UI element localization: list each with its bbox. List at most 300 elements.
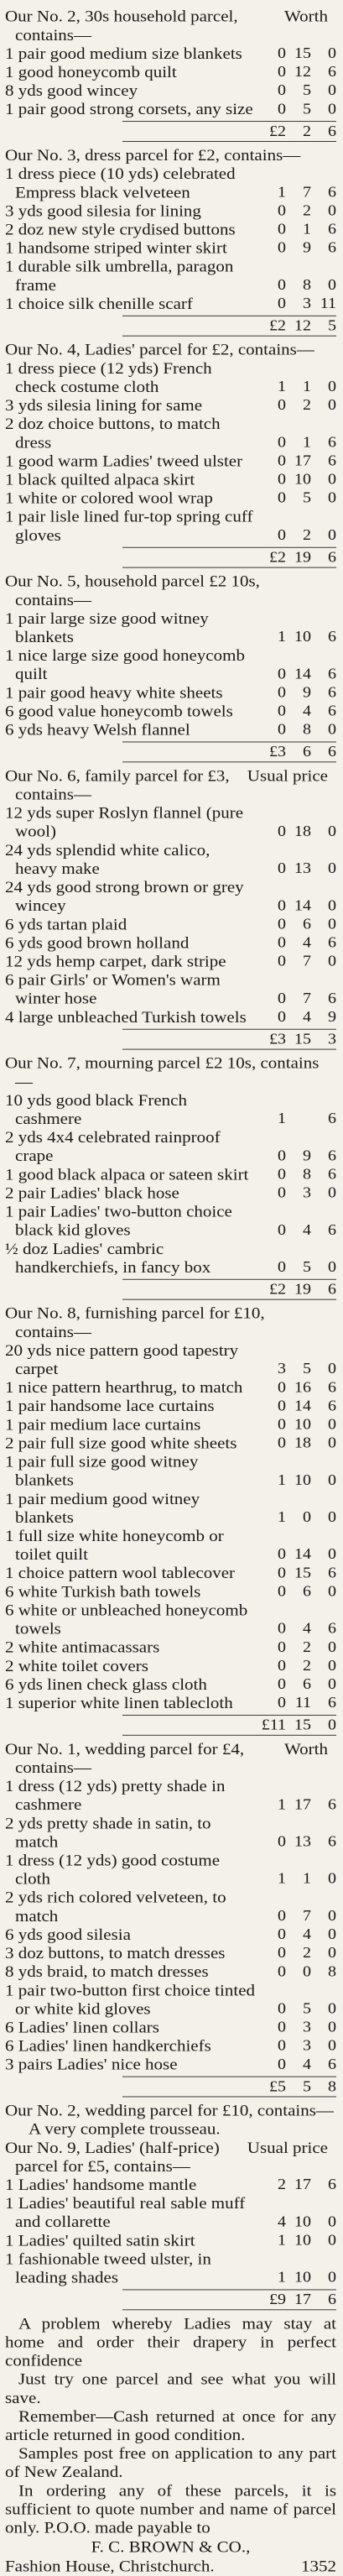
price-shillings: 3 [303,295,311,312]
price-shillings: 9 [303,239,311,257]
price-pounds: 1 [278,2232,286,2249]
item-price [256,1397,336,1415]
total-shillings: 15 [294,1031,311,1048]
total-shillings: 15 [294,1716,311,1734]
item-description: 1 pair Ladies' two-button choice black kid gloves [5,1202,232,1240]
parcel-title: Our No. 6, family parcel for £3, contains— [5,766,230,803]
parcel-item [5,359,336,396]
item-price [256,2000,336,2019]
price-shillings: 2 [303,1657,311,1675]
price-pence: 0 [328,1675,336,1693]
item-price [256,1620,336,1638]
parcel-section [5,8,336,142]
item-description: 1 nice pattern hearthrug, to match [5,1378,243,1397]
price-pounds: 0 [278,2019,286,2036]
price-pence: 0 [328,397,336,414]
price-shillings: 5 [303,1361,311,1377]
item-price [256,1434,336,1453]
price-pounds: 0 [278,1963,286,1980]
price-shillings: 4 [303,1620,311,1638]
item-description: 3 doz buttons, to match dresses [5,1944,226,1962]
item-price [256,1360,336,1378]
item-price [256,915,336,933]
parcel-heading [5,572,336,609]
total-shillings: 19 [294,1281,311,1298]
price-shillings: 4 [303,1926,311,1943]
price-shillings: 2 [303,1638,311,1656]
price-pounds: 1 [278,1508,286,1526]
price-pounds: 0 [278,916,286,933]
item-description: 1 pair medium lace curtains [5,1415,201,1434]
price-pence: 0 [328,471,336,489]
price-shillings: 10 [294,2269,311,2286]
price-pounds: 0 [278,1398,286,1414]
price-pounds: 0 [278,703,286,719]
item-price [256,489,336,508]
parcel-heading [5,767,336,804]
price-shillings: 7 [303,1907,311,1925]
parcel-item [5,258,336,295]
item-description: 1 pair large size good witney blankets [5,609,209,646]
item-description: 2 white toilet covers [5,1656,148,1675]
item-price [256,934,336,953]
price-shillings: 4 [303,2056,311,2073]
item-price [256,1944,336,1962]
parcel-title: Our No. 5, household parcel £2 10s, contains— [5,572,260,609]
price-pounds: 0 [278,397,286,414]
price-pounds: 0 [278,823,286,840]
total-pence: 3 [328,1031,336,1048]
price-pounds: 1 [278,1110,286,1127]
price-shillings: 1 [303,379,311,395]
price-shillings: 7 [303,990,311,1007]
price-pence: 0 [328,2000,336,2017]
price-pence: 0 [328,379,336,395]
price-pence: 0 [328,101,336,118]
item-description: 1 dress piece (12 yds) French check costume cloth [5,359,212,396]
price-pence: 11 [320,295,336,312]
item-description: 1 superior white linen tablecloth [5,1694,233,1712]
price-pence: 0 [328,1508,336,1526]
price-shillings: 8 [303,1166,311,1183]
parcel-item [5,1397,336,1415]
parcel-title: Our No. 1, wedding parcel for £4, contains— [5,1740,245,1777]
parcel-item [5,1240,336,1277]
parcel-item [5,295,336,313]
price-pounds: 0 [278,684,286,701]
item-description: 12 yds super Roslyn flannel (pure wool) [5,803,244,841]
parcel-item [5,971,336,1008]
parcel-item [5,1490,336,1527]
worth-label: Usual price [247,2138,328,2157]
price-shillings: 14 [294,1546,311,1563]
price-pounds: 0 [278,897,286,914]
parcel-item [5,804,336,841]
item-description: 6 white or unbleached honeycomb towels [5,1601,248,1638]
parcel-heading [5,1054,336,1091]
item-price [256,990,336,1008]
item-price [256,2019,336,2037]
price-pounds: 0 [278,452,286,469]
price-pounds: 1 [278,1471,286,1489]
price-pence: 6 [328,1398,336,1414]
price-shillings: 18 [294,823,311,840]
price-pounds: 0 [278,221,286,238]
price-shillings: 2 [303,1945,311,1962]
price-shillings: 0 [303,1963,311,1980]
item-description: 6 Ladies' linen handkerchiefs [5,2036,211,2056]
price-shillings: 5 [303,101,311,118]
parcel-heading [5,146,336,165]
item-description: 2 yds 4x4 celebrated rainproof crape [5,1128,221,1165]
price-shillings: 2 [303,526,311,544]
price-shillings: 10 [294,471,311,489]
parcel-item [5,2056,336,2074]
parcel-item [5,63,336,81]
item-price [256,1564,336,1582]
item-price [256,1378,336,1397]
parcel-heading [5,1304,336,1341]
price-pence: 0 [328,489,336,507]
item-price [256,1221,336,1240]
total-pounds: £11 [261,1716,286,1734]
parcel-title: Our No. 3, dress parcel for £2, contains— [5,146,301,165]
parcel-item [5,1777,336,1814]
item-price [256,2213,336,2231]
price-pence: 0 [328,897,336,914]
parcel-heading [5,8,336,44]
total-shillings: 5 [303,2078,311,2095]
price-shillings: 13 [294,860,311,877]
item-price [256,860,336,878]
price-shillings: 15 [294,1565,311,1581]
total-pence: 6 [328,1281,336,1298]
price-shillings: 3 [303,2037,311,2055]
parcel-total [122,1029,336,1050]
price-pounds: 1 [278,1870,286,1888]
price-pence: 6 [328,1565,336,1581]
parcel-item [5,1852,336,1889]
price-shillings: 6 [303,916,311,933]
total-pounds: £3 [269,744,286,760]
price-pence: 0 [328,721,336,739]
price-pence: 8 [328,1963,336,1980]
parcel-total [122,1715,336,1736]
total-pounds: £3 [269,1031,286,1048]
closing-paragraph: A problem whereby Ladies may stay at home and order their drapery in perfect confidence [5,2314,336,2370]
price-pounds: 1 [278,2269,286,2286]
total-pence: 6 [328,2291,336,2308]
price-pounds: 0 [278,1546,286,1563]
price-pounds: 0 [278,1166,286,1183]
price-pounds: 0 [278,239,286,257]
price-shillings: 2 [303,397,311,414]
total-pounds: £2 [269,317,286,334]
company-name: F. C. BROWN & CO., [91,2537,251,2556]
price-pence: 6 [328,1221,336,1239]
price-pence: 6 [328,629,336,645]
parcel-title: Our No. 9, Ladies' (half-price) parcel for £5, contains— [5,2138,220,2176]
parcel-section [5,146,336,336]
price-pounds: 0 [278,1221,286,1239]
item-price [256,1833,336,1852]
parcel-item [5,221,336,239]
item-price [256,221,336,239]
parcel-title: Our No. 2, wedding parcel for £10, contains— [5,2101,334,2119]
price-pounds: 0 [278,434,286,451]
parcel-item [5,202,336,221]
price-pounds: 1 [278,629,286,645]
price-shillings: 8 [303,276,311,294]
price-pounds: 0 [278,1695,286,1711]
price-pence: 0 [328,823,336,840]
price-pence: 0 [328,953,336,970]
item-description: 6 pair Girls' or Women's warm winter hose [5,970,221,1008]
closing-paragraph: Remember—Cash returned at once for any article returned in good condition. [5,2407,336,2444]
parcel-item [5,2232,336,2250]
item-price [256,81,336,100]
price-pounds: 0 [278,1258,286,1276]
price-pence: 6 [328,666,336,682]
parcel-heading [5,2102,336,2120]
total-pounds: £2 [269,1281,286,1298]
price-pounds: 0 [278,295,286,312]
parcel-item [5,1694,336,1712]
item-description: 20 yds nice pattern good tapestry carpet [5,1341,239,1378]
item-price [256,1907,336,1925]
company-address: Fashion House, Christchurch. [5,2557,215,2575]
item-description: 6 good value honeycomb towels [5,702,233,720]
item-description: 1 pair good heavy white sheets [5,683,223,702]
item-price [256,684,336,703]
price-pounds: 0 [278,1620,286,1638]
price-pounds: 0 [278,1379,286,1396]
item-price [256,1925,336,1944]
parcel-item [5,2037,336,2056]
item-description: 1 fashionable tweed ulster, in leading shades [5,2249,211,2286]
item-price [256,44,336,63]
parcel-item [5,1434,336,1453]
item-description: 6 yds heavy Welsh flannel [5,720,190,739]
parcel-item [5,1527,336,1564]
item-price [256,703,336,721]
item-price [256,1471,336,1490]
total-pence: 6 [328,549,336,566]
parcel-item [5,1203,336,1240]
parcel-section [5,572,336,762]
closing-paragraph: Just try one parcel and see what you will save. [5,2370,336,2407]
worth-label: Usual price [247,766,328,785]
price-pence: 0 [328,526,336,544]
price-shillings: 14 [294,897,311,914]
price-pounds: 0 [278,934,286,951]
price-pounds: 1 [278,379,286,395]
parcel-item [5,1675,336,1694]
price-shillings: 12 [294,64,311,81]
parcel-section [5,1740,336,2097]
item-price [256,1184,336,1203]
item-price [256,953,336,971]
parcel-item [5,684,336,703]
price-shillings: 10 [294,2213,311,2230]
price-pounds: 0 [278,1945,286,1962]
item-description: 24 yds good strong brown or grey wincey [5,878,244,915]
price-pounds: 0 [278,666,286,682]
price-pence: 6 [328,221,336,238]
parcel-item [5,1657,336,1675]
item-price [256,276,336,295]
price-pence: 0 [328,2037,336,2055]
parcel-total [122,742,336,763]
price-pence: 6 [328,64,336,81]
price-shillings: 9 [303,684,311,701]
price-pounds: 0 [278,1147,286,1164]
item-description: 1 handsome striped winter skirt [5,238,227,258]
price-pounds: 2 [278,2176,286,2193]
price-pence: 6 [328,2176,336,2193]
price-pounds: 1 [278,1796,286,1813]
item-description: 1 pair two-button first choice tinted or white kid gloves [5,1981,256,2018]
parcel-subline: A very complete trousseau. [29,2119,221,2139]
price-pence: 6 [328,1110,336,1127]
price-shillings: 11 [294,1695,311,1711]
price-shillings: 3 [303,2019,311,2036]
item-price [256,628,336,646]
item-price [256,721,336,739]
price-pence: 0 [328,1184,336,1201]
price-pence: 6 [328,684,336,701]
parcel-item [5,934,336,953]
parcel-item [5,703,336,721]
item-description: 6 Ladies' linen collars [5,2018,159,2036]
price-pence: 0 [328,2232,336,2249]
parcel-item [5,2019,336,2037]
parcel-section [5,1054,336,1300]
price-pence: 0 [328,1638,336,1656]
parcel-item [5,646,336,683]
price-shillings: 16 [294,1379,311,1396]
price-shillings: 3 [303,1184,311,1201]
parcel-heading [5,2139,336,2176]
item-description: 1 pair medium good witney blankets [5,1489,200,1527]
item-price [256,665,336,683]
price-shillings: 5 [303,489,311,507]
price-pence: 0 [328,2019,336,2036]
item-price [256,1110,336,1128]
closing-paragraph: In ordering any of these parcels, it is sufficient to quote number and name of parcel only. P.O.O. made payable to [5,2481,336,2537]
item-description: 2 doz new style crydised buttons [5,220,236,238]
price-pence: 6 [328,1796,336,1813]
parcel-item [5,239,336,258]
parcel-item [5,508,336,545]
price-pounds: 0 [278,1907,286,1925]
item-description: 1 durable silk umbrella, paragon frame [5,257,234,295]
price-pounds: 0 [278,82,286,99]
item-price [256,1583,336,1602]
price-pounds: 0 [278,1583,286,1600]
item-description: 1 pair full size good witney blankets [5,1452,199,1490]
price-pounds: 0 [278,101,286,118]
item-description: 1 full size white honeycomb or toilet quilt [5,1527,224,1564]
price-shillings: 10 [294,629,311,645]
total-shillings: 19 [294,549,311,566]
price-pounds: 0 [278,44,286,62]
price-pence: 9 [328,1008,336,1026]
total-pence: 6 [328,744,336,760]
price-shillings: 6 [303,1583,311,1600]
price-pence: 0 [328,1434,336,1452]
price-shillings: 8 [303,721,311,739]
item-price [256,1675,336,1694]
item-description: 1 pair good strong corsets, any size [5,100,253,118]
parcel-item [5,100,336,118]
total-shillings: 12 [294,317,311,334]
price-pounds: 0 [278,471,286,489]
price-pounds: 0 [278,953,286,970]
total-pence: 6 [328,123,336,140]
price-pence: 0 [328,1361,336,1377]
item-description: 6 yds good brown holland [5,933,190,952]
price-shillings: 10 [294,1416,311,1433]
item-price [256,2056,336,2074]
item-price [256,63,336,81]
item-price [256,1258,336,1277]
total-shillings: 17 [294,2291,311,2308]
parcel-item [5,953,336,971]
parcel-item [5,1091,336,1128]
parcel-section [5,2139,336,2310]
parcel-item [5,721,336,739]
price-pence: 0 [328,2269,336,2286]
price-pence: 0 [328,82,336,99]
parcel-heading [5,341,336,359]
item-description: 6 yds linen check glass cloth [5,1675,207,1694]
item-price [256,1870,336,1889]
item-description: 1 good honeycomb quilt [5,63,177,81]
price-shillings: 4 [303,934,311,951]
parcel-title: Our No. 4, Ladies' parcel for £2, contains— [5,340,314,359]
item-price [256,378,336,396]
item-description: 1 choice pattern wool tablecover [5,1564,236,1582]
item-description: 1 dress (12 yds) good costume cloth [5,1851,221,1889]
price-shillings: 14 [294,666,311,682]
item-price [256,1638,336,1657]
item-description: 1 choice silk chenille scarf [5,295,193,313]
total-shillings: 2 [303,123,311,140]
price-shillings [286,1110,311,1128]
item-description: 12 yds hemp carpet, dark stripe [5,952,226,970]
total-pence: 8 [328,2078,336,2095]
price-shillings: 4 [303,1008,311,1026]
item-description: 1 pair good medium size blankets [5,44,242,63]
parcel-item [5,165,336,201]
item-price [256,471,336,489]
item-price [256,1545,336,1564]
price-pence: 0 [328,202,336,219]
parcel-total [122,121,336,142]
item-description: 1 white or colored wool wrap [5,489,213,508]
parcel-item [5,1416,336,1434]
item-price [256,1657,336,1675]
parcel-total [122,547,336,568]
parcel-heading [5,1740,336,1777]
price-shillings: 15 [294,44,311,62]
total-pounds: £9 [269,2291,286,2308]
price-shillings: 7 [303,953,311,970]
price-pence: 0 [328,1258,336,1276]
price-shillings: 17 [294,1796,311,1813]
parcel-item [5,1166,336,1184]
